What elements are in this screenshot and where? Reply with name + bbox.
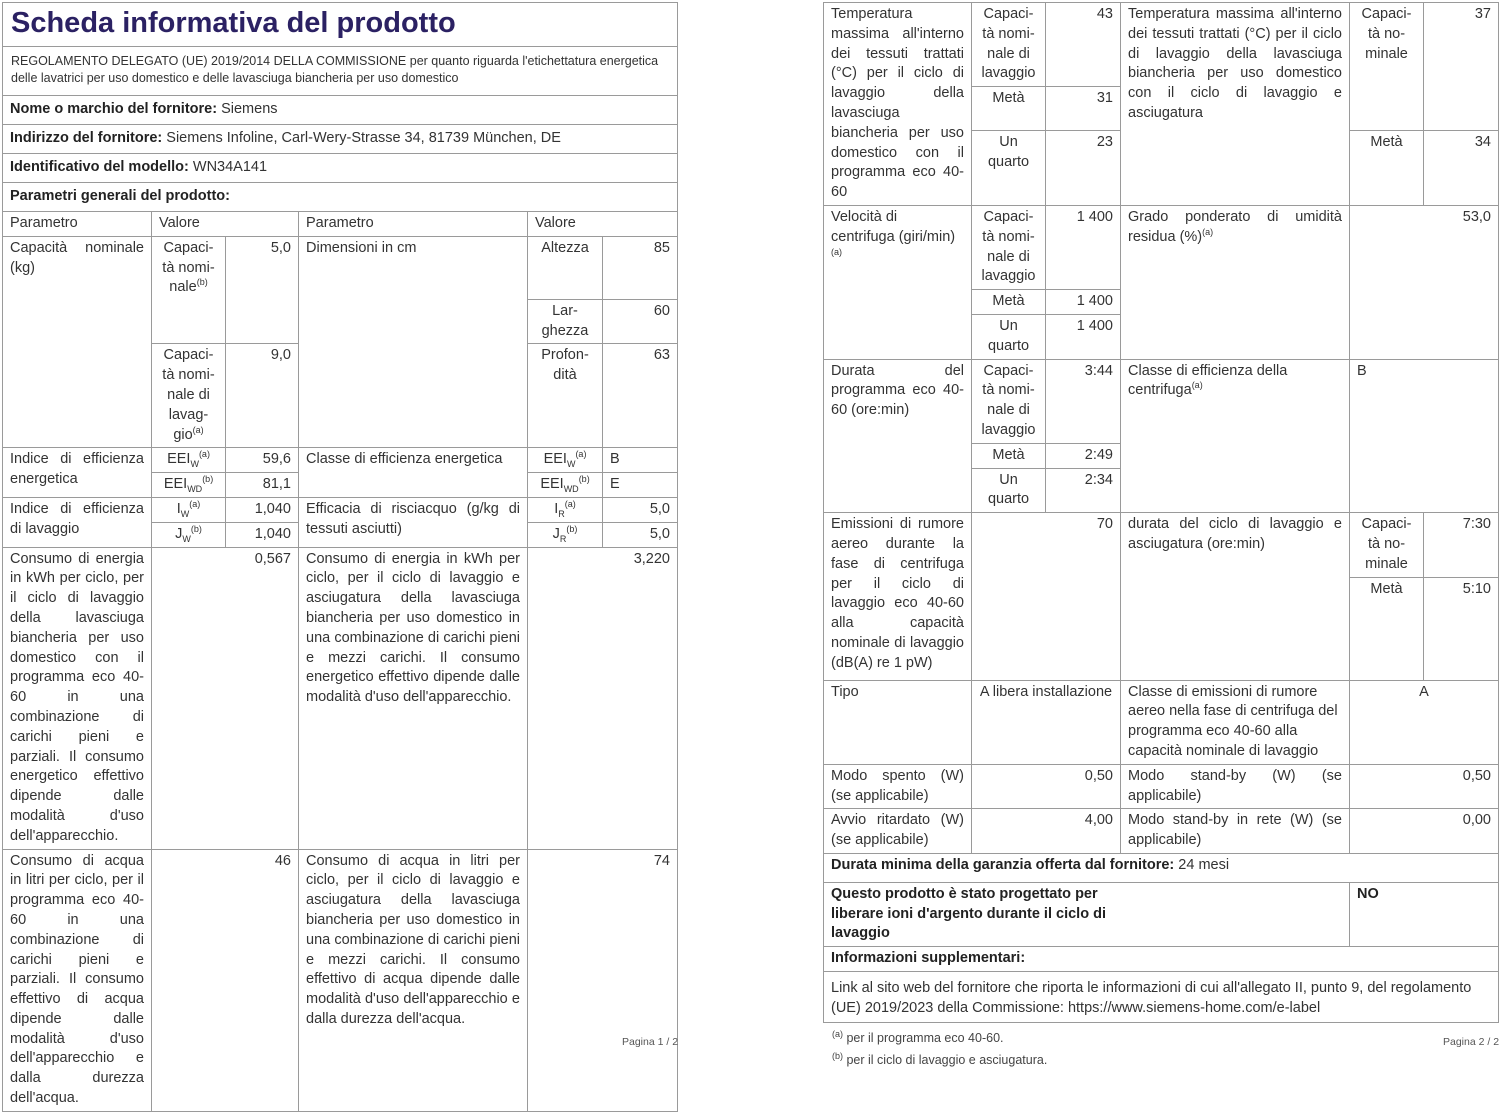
ir-value: 5,0	[603, 497, 678, 522]
width-value: 60	[603, 299, 678, 344]
spin-class-value: B	[1350, 359, 1499, 513]
cycle-half-label: Metà	[1350, 577, 1424, 680]
duration-half-label: Metà	[972, 443, 1046, 468]
duration-quarter-label: Un quarto	[972, 468, 1046, 513]
iw-symbol: $I_W^{(a)}$	[152, 497, 226, 522]
footnote-b-text: per il ciclo di lavaggio e asciugatura.	[846, 1052, 1048, 1067]
header-param-2: Parametro	[299, 212, 528, 237]
temp-wd-half-label: Metà	[1350, 130, 1424, 205]
temp-wd-nom-value: 37	[1424, 3, 1499, 131]
rinse-label: Efficacia di risciacquo (g/kg di tessuti asciutti)	[299, 497, 528, 547]
cycle-duration-label: durata del ciclo di lavaggio e asciugatura (ore:min)	[1121, 513, 1350, 680]
noise-class-label: Classe di emissioni di rumore aereo nella fase di centrifuga del programma eco 40-60 alla capacità nominale di lavaggio	[1121, 680, 1350, 764]
type-value: A libera installazione	[972, 680, 1121, 764]
class-w-value: B	[603, 448, 678, 473]
depth-value: 63	[603, 344, 678, 448]
temp-half-value: 31	[1046, 87, 1121, 131]
model-id: WN34A141	[192, 159, 268, 175]
noise-label: Emissioni di rumore aereo durante la fase di centrifuga per il ciclo di lavaggio eco 40-60 alla capacità nominale di lavaggio (dB(A) re 1 pW)	[824, 513, 972, 680]
eei-w-value: 59,6	[226, 448, 299, 473]
page-number-2: Pagina 2 / 2	[1443, 1036, 1500, 1048]
cycle-nom-label: Capaci-tà no-minale	[1350, 513, 1424, 577]
supplier-address: Siemens Infoline, Carl-Wery-Strasse 34, 81739 München, DE	[166, 130, 561, 146]
supplier-name: Siemens	[221, 101, 278, 117]
type-label: Tipo	[824, 680, 972, 764]
moisture-label: Grado ponderato di umidità residua (%)	[1128, 208, 1342, 245]
ir-symbol: $I_R^{(a)}$	[528, 497, 603, 522]
product-sheet-table-2: Temperatura massima all'interno dei tessuti trattati (°C) per il ciclo di lavaggio della lavasciuga biancheria per uso domestico con il programma eco 40-60 Capaci-tà nomi-nale di lavaggio 43 Temperatura massima all'interno dei tessuti trattati (°C) per il ciclo di lavaggio della lavasciuga biancheria per uso domestico con il ciclo di lavaggio e asciugatura Capaci-tà no-minale 37 Metà 31 Un quarto 23 Metà 34 Velocità di centrifuga (giri/min)$^{(a)}$ Capaci-tà nomi-nale di lavaggio 1 400 Grado ponderato di umidità residua (%)$^{(a)}$ 53,0 Metà 1 400 Un quarto 1 400 Durata del programma eco 40-60 (ore:min) Capaci-tà nomi-nale di lavaggio 3:44 Classe di efficienza della centrifuga$^{(a)}$ B Metà 2:49 Un quarto 2:34 Emissioni di rumore aereo durante la fase di centrifuga per il ciclo di lavaggio eco 40-60 alla capacità nominale di lavaggio (dB(A) re 1 pW) 70 durata del ciclo di lavaggio e asciugatura (ore:min) Capaci-tà no-minale 7:30 Metà 5:10 Tipo A libera installazione Classe di emissioni di rumore aereo nella fase di centrifuga del programma eco 40-60 alla capacità nominale di lavaggio A Modo spento (W) (se applicabile) 0,50 Modo stand-by (W) (se applicabile) 0,50 Avvio ritardato (W) (se applicabile) 4,00 Modo stand-by in rete (W) (se applicabile) 0,00 Durata minima della garanzia offerta dal fornitore: 24 mesi Questo prodotto è stato progettato per liberare ioni d'argento durante il ciclo di lavaggio NO Informazioni supplementari: Link al sito web del fornitore che riporta le informazioni di cui all'allegato II, punto 9, del regolamento (UE) 2019/2023 della Commissione: https://www.siemens-home.com/e-label	[823, 2, 1499, 1023]
class-w-symbol: $EEI_W^{(a)}$	[528, 448, 603, 473]
duration-half-value: 2:49	[1046, 443, 1121, 468]
water-wd-label: Consumo di acqua in litri per ciclo, per il ciclo di lavaggio e asciugatura della lavasciuga biancheria per uso domestico in una combinazione di carichi pieni e mezzi carichi. Il consumo effettivo di acqua dipende dalle modalità d'uso dell'apparecchio e dalla durezza dell'acqua.	[299, 849, 528, 1111]
header-value-2: Valore	[528, 212, 678, 237]
general-params-label: Parametri generali del prodotto:	[3, 183, 678, 212]
cap-wash-value: 9,0	[226, 344, 299, 448]
height-label: Altezza	[528, 236, 603, 299]
warranty-value: 24 mesi	[1178, 856, 1230, 873]
jw-symbol: $J_W^{(b)}$	[152, 522, 226, 547]
energy-value: 0,567	[152, 547, 299, 849]
moisture-value: 53,0	[1350, 205, 1499, 359]
cap-wash-label: Capaci-tà nomi-nale di lavag-gio	[162, 347, 215, 443]
off-mode-value: 0,50	[972, 764, 1121, 809]
eei-w-symbol: $EEI_W^{(a)}$	[152, 448, 226, 473]
water-wd-value: 74	[528, 849, 678, 1111]
duration-nom-value: 3:44	[1046, 359, 1121, 443]
energy-label: Consumo di energia in kWh per ciclo, per il ciclo di lavaggio della lavasciuga biancheria per uso domestico con il programma eco 40-60 in una combinazione di carichi pieni e parziali. Il consumo energetico effettivo dipende dalle modalità d'uso dell'apparecchio.	[3, 547, 152, 849]
spin-label: Velocità di centrifuga (giri/min)	[831, 208, 956, 245]
silver-ions-value: NO	[1350, 882, 1499, 946]
duration-nom-label: Capaci-tà nomi-nale di lavaggio	[972, 359, 1046, 443]
cap-nominal-value: 5,0	[226, 236, 299, 344]
temp-wd-nom-label: Capaci-tà no-minale	[1350, 3, 1424, 131]
duration-quarter-value: 2:34	[1046, 468, 1121, 513]
jw-value: 1,040	[226, 522, 299, 547]
wash-index-label: Indice di efficienza di lavaggio	[3, 497, 152, 547]
water-label: Consumo di acqua in litri per ciclo, per il programma eco 40-60 in una combinazione di carichi pieni e parziali. Il consumo effettivo di acqua dipende dalle modalità d'uso dell'apparecchio e dalla durezza dell'acqua.	[3, 849, 152, 1111]
spin-half-label: Metà	[972, 290, 1046, 315]
delay-start-value: 4,00	[972, 809, 1121, 854]
page-2	[823, 2, 1498, 1069]
page-title: Scheda informativa del prodotto	[3, 3, 678, 47]
supplier-address-label: Indirizzo del fornitore:	[10, 130, 163, 146]
iw-value: 1,040	[226, 497, 299, 522]
delay-start-label: Avvio ritardato (W) (se applicabile)	[824, 809, 972, 854]
regulation-text: REGOLAMENTO DELEGATO (UE) 2019/2014 DELLA COMMISSIONE per quanto riguarda l'etichettatura energetica delle lavatrici per uso domestico e delle lavasciuga biancheria per uso domestico	[3, 47, 678, 96]
cap-nominal-label: Capaci-tà nomi-nale	[162, 239, 215, 296]
spin-nom-label: Capaci-tà nomi-nale di lavaggio	[972, 205, 1046, 289]
footnote-a: $^{(a)}$ per il programma eco 40-60.	[832, 1028, 1004, 1045]
class-wd-value: E	[603, 473, 678, 498]
cycle-half-value: 5:10	[1424, 577, 1499, 680]
supplier-link-url[interactable]: https://www.siemens-home.com/e-label	[1067, 999, 1321, 1016]
temp-nom-value: 43	[1046, 3, 1121, 87]
capacity-label: Capacità nominale (kg)	[3, 236, 152, 448]
silver-ions-label: Questo prodotto è stato progettato per liberare ioni d'argento durante il ciclo di lavaggio	[831, 885, 1106, 942]
network-standby-value: 0,00	[1350, 809, 1499, 854]
cycle-nom-value: 7:30	[1424, 513, 1499, 577]
supplier-name-label: Nome o marchio del fornitore:	[10, 101, 218, 117]
water-value: 46	[152, 849, 299, 1111]
product-sheet-table-1: Scheda informativa del prodotto REGOLAMENTO DELEGATO (UE) 2019/2014 DELLA COMMISSIONE per quanto riguarda l'etichettatura energetica delle lavatrici per uso domestico e delle lavasciuga biancheria per uso domestico Nome o marchio del fornitore: Siemens Indirizzo del fornitore: Siemens Infoline, Carl-Wery-Strasse 34, 81739 München, DE Identificativo del modello: WN34A141 Parametri generali del prodotto: Parametro Valore Parametro Valore Capacità nominale (kg) Capaci-tà nomi-nale$^{(b)}$ 5,0 Dimensioni in cm Altezza 85 Lar-ghezza 60 Capaci-tà nomi-nale di lavag-gio$^{(a)}$ 9,0 Profon-dità 63 Indice di efficienza energetica $EEI_W^{(a)}$ 59,6 Classe di efficienza energetica $EEI_W^{(a)}$ B $EEI_{WD}^{(b)}$ 81,1 $EEI_{WD}^{(b)}$ E Indice di efficienza di lavaggio $I_W^{(a)}$ 1,040 Efficacia di risciacquo (g/kg di tessuti asciutti) $I_R^{(a)}$ 5,0 $J_W^{(b)}$ 1,040 $J_R^{(b)}$ 5,0 Consumo di energia in kWh per ciclo, per il ciclo di lavaggio della lavasciuga biancheria per uso domestico con il programma eco 40-60 in una combinazione di carichi pieni e parziali. Il consumo energetico effettivo dipende dalle modalità d'uso dell'apparecchio. 0,567 Consumo di energia in kWh per ciclo, per il ciclo di lavaggio e asciugatura della lavasciuga biancheria per uso domestico in una combinazione di carichi pieni e mezzi carichi. Il consumo energetico effettivo dipende dalle modalità d'uso dell'apparecchio. 3,220 Consumo di acqua in litri per ciclo, per il programma eco 40-60 in una combinazione di carichi pieni e parziali. Il consumo effettivo di acqua dipende dalle modalità d'uso dell'apparecchio e dalla durezza dell'acqua. 46 Consumo di acqua in litri per ciclo, per il ciclo di lavaggio e asciugatura della lavasciuga biancheria per uso domestico in una combinazione di carichi pieni e mezzi carichi. Il consumo effettivo di acqua dipende dalle modalità d'uso dell'apparecchio e dalla durezza dell'acqua. 74	[2, 2, 678, 1112]
jr-symbol: $J_R^{(b)}$	[528, 522, 603, 547]
warranty-label: Durata minima della garanzia offerta dal fornitore:	[831, 856, 1175, 873]
width-label: Lar-ghezza	[528, 299, 603, 344]
spin-half-value: 1 400	[1046, 290, 1121, 315]
class-wd-symbol: $EEI_{WD}^{(b)}$	[528, 473, 603, 498]
height-value: 85	[603, 236, 678, 299]
temp-nom-label: Capaci-tà nomi-nale di lavaggio	[972, 3, 1046, 87]
standby-label: Modo stand-by (W) (se applicabile)	[1121, 764, 1350, 809]
network-standby-label: Modo stand-by in rete (W) (se applicabile)	[1121, 809, 1350, 854]
eei-wd-symbol: $EEI_{WD}^{(b)}$	[152, 473, 226, 498]
spin-nom-value: 1 400	[1046, 205, 1121, 289]
energy-wd-value: 3,220	[528, 547, 678, 849]
energy-class-label: Classe di efficienza energetica	[299, 448, 528, 498]
supplier-link-text: Link al sito web del fornitore che riporta le informazioni di cui all'allegato II, punto 9, del regolamento (UE) 2019/2023 della Commissione:	[831, 980, 1472, 1016]
header-value: Valore	[152, 212, 299, 237]
spin-class-label: Classe di efficienza della centrifuga	[1128, 362, 1288, 399]
noise-class-value: A	[1350, 680, 1499, 764]
duration-label: Durata del programma eco 40-60 (ore:min)	[824, 359, 972, 513]
supplementary-info-label: Informazioni supplementari:	[824, 947, 1499, 972]
eei-wd-value: 81,1	[226, 473, 299, 498]
page-number-1: Pagina 1 / 2	[622, 1036, 679, 1048]
spin-quarter-label: Un quarto	[972, 314, 1046, 359]
spin-quarter-value: 1 400	[1046, 314, 1121, 359]
depth-label: Profon-dità	[528, 344, 603, 448]
dimensions-label: Dimensioni in cm	[299, 236, 528, 448]
off-mode-label: Modo spento (W) (se applicabile)	[824, 764, 972, 809]
temp-quarter-label: Un quarto	[972, 130, 1046, 205]
noise-value: 70	[972, 513, 1121, 680]
temp-quarter-value: 23	[1046, 130, 1121, 205]
footnote-b: $^{(b)}$ per il ciclo di lavaggio e asciugatura.	[832, 1050, 1048, 1067]
energy-wd-label: Consumo di energia in kWh per ciclo, per il ciclo di lavaggio e asciugatura della lavasciuga biancheria per uso domestico in una combinazione di carichi pieni e mezzi carichi. Il consumo energetico effettivo dipende dalle modalità d'uso dell'apparecchio.	[299, 547, 528, 849]
model-label: Identificativo del modello:	[10, 159, 189, 175]
temp-wd-label: Temperatura massima all'interno dei tessuti trattati (°C) per il ciclo di lavaggio della lavasciuga biancheria per uso domestico con il ciclo di lavaggio e asciugatura	[1121, 3, 1350, 206]
temp-half-label: Metà	[972, 87, 1046, 131]
temp-wd-half-value: 34	[1424, 130, 1499, 205]
page-1	[2, 2, 677, 1112]
header-param: Parametro	[3, 212, 152, 237]
temp-label: Temperatura massima all'interno dei tessuti trattati (°C) per il ciclo di lavaggio della lavasciuga biancheria per uso domestico con il programma eco 40-60	[824, 3, 972, 206]
standby-value: 0,50	[1350, 764, 1499, 809]
eei-label: Indice di efficienza energetica	[3, 448, 152, 498]
jr-value: 5,0	[603, 522, 678, 547]
footnote-a-text: per il programma eco 40-60.	[846, 1030, 1004, 1045]
